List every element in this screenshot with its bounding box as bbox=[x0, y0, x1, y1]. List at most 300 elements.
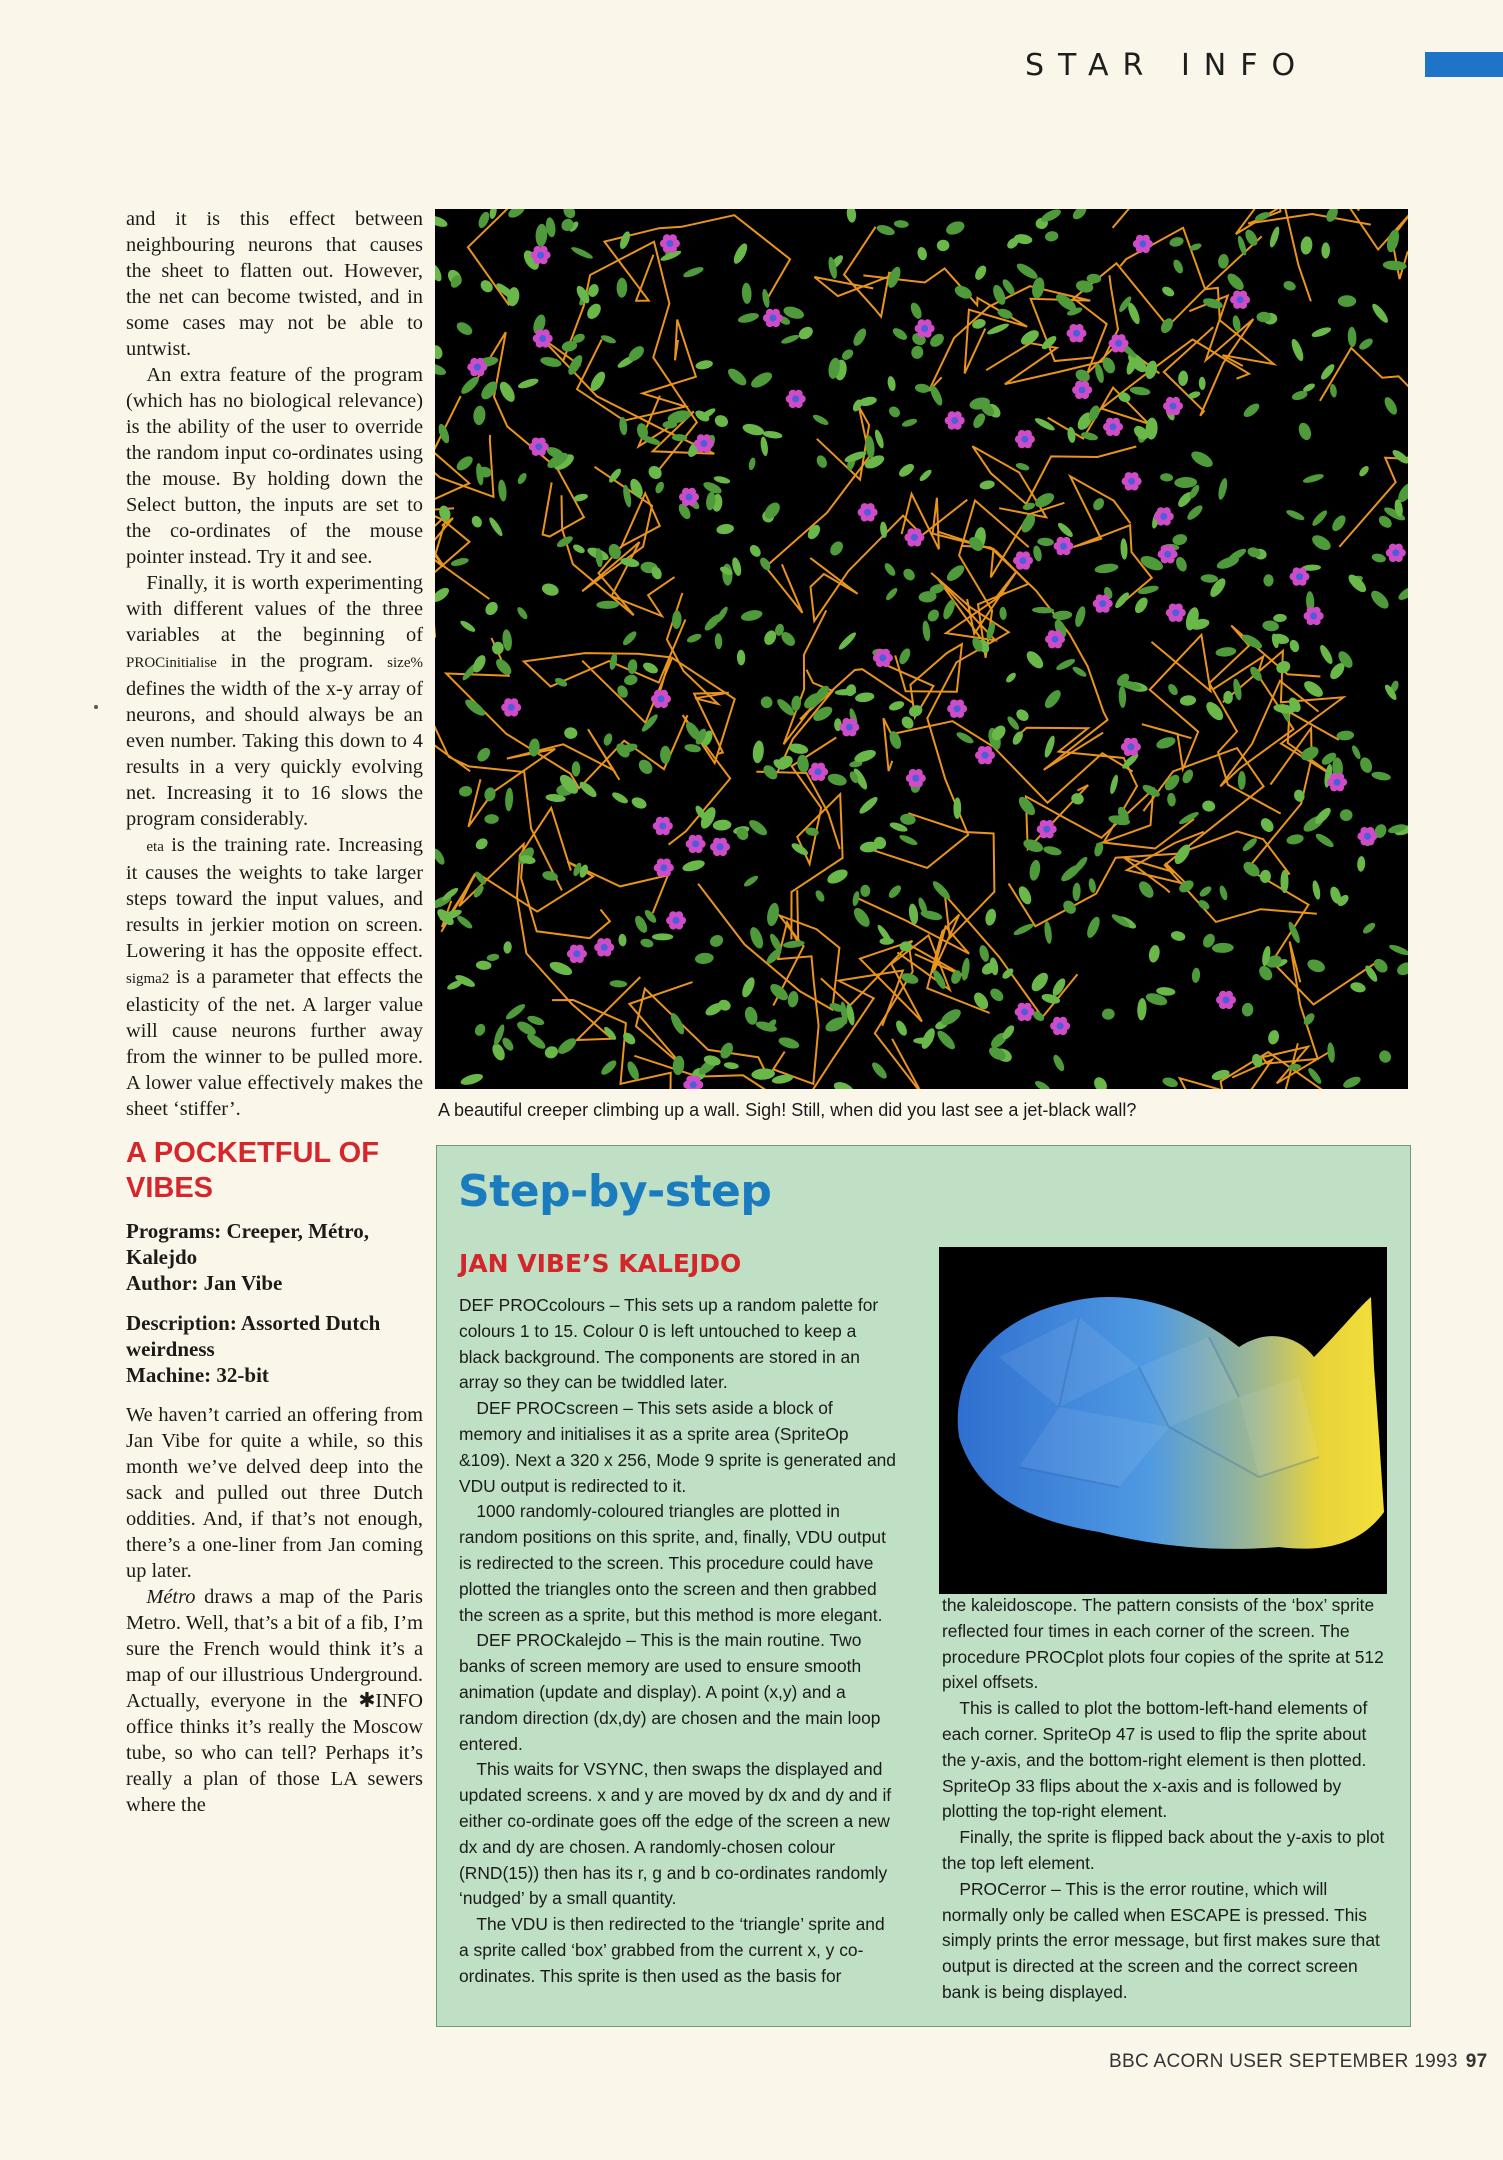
publication-info: BBC ACORN USER SEPTEMBER 1993 bbox=[1109, 2051, 1458, 2072]
leaf bbox=[762, 430, 783, 440]
leaf bbox=[1357, 856, 1366, 872]
leaf bbox=[487, 516, 504, 538]
creeper-screenshot bbox=[435, 209, 1408, 1089]
leaf bbox=[459, 1072, 484, 1087]
leaf bbox=[609, 980, 627, 988]
leaf bbox=[748, 925, 766, 950]
flower bbox=[947, 700, 967, 718]
leaf bbox=[1092, 1075, 1110, 1089]
leaf bbox=[1288, 639, 1301, 654]
vine bbox=[468, 729, 619, 827]
leaf bbox=[937, 240, 950, 252]
leaf bbox=[615, 684, 630, 700]
paragraph: and it is this effect between neighbouring neurons that causes the sheet to flatten out. However, the net can become twisted, and in some cases may not be able to untwist. bbox=[126, 208, 423, 360]
leaf bbox=[1326, 1042, 1335, 1063]
leaf bbox=[1091, 496, 1106, 512]
margin-mark bbox=[94, 705, 98, 709]
leaf bbox=[1070, 209, 1088, 222]
leaf bbox=[681, 858, 706, 873]
vine bbox=[1091, 1060, 1272, 1089]
leaf bbox=[1072, 882, 1081, 901]
programs-line: Programs: Creeper, Métro, Kalejdo bbox=[126, 1219, 369, 1269]
leaf bbox=[1179, 695, 1196, 707]
leaf bbox=[1137, 584, 1159, 596]
leaf bbox=[1268, 226, 1281, 249]
leaf bbox=[1093, 841, 1105, 857]
leaf bbox=[517, 377, 540, 391]
leaf bbox=[988, 986, 1006, 1004]
leaf bbox=[618, 230, 632, 250]
leaf bbox=[540, 581, 560, 597]
leaf bbox=[879, 521, 888, 538]
leaf bbox=[1118, 686, 1126, 708]
leaf bbox=[1070, 792, 1085, 806]
header-accent-bar bbox=[1425, 52, 1503, 77]
leaf bbox=[1171, 258, 1185, 275]
leaf bbox=[916, 246, 928, 261]
leaf bbox=[484, 814, 499, 824]
leaf bbox=[455, 914, 474, 931]
leaf bbox=[684, 743, 702, 753]
leaf bbox=[463, 697, 488, 719]
leaf bbox=[435, 214, 449, 229]
leaf bbox=[1318, 643, 1335, 665]
leaf bbox=[901, 566, 917, 582]
leaf bbox=[740, 976, 757, 999]
kalejdo-image bbox=[939, 1247, 1387, 1594]
section-header: STAR INFO bbox=[1025, 48, 1310, 83]
leaf bbox=[737, 311, 760, 324]
paragraph: eta is the training rate. Increasing it causes the weights to take larger steps toward the input values, and results in jerkier motion on screen. Lowering it has the opposite effect. sigma2 is a parameter that effects the elasticity of the net. A larger value will cause neurons further away from the winner to be pulled more. A lower value effectively makes the sheet ‘stiffer’. bbox=[126, 834, 423, 1120]
leaf bbox=[1161, 1076, 1179, 1089]
leaf bbox=[1311, 880, 1321, 901]
leaf bbox=[973, 264, 989, 282]
leaf bbox=[1396, 584, 1408, 603]
leaf bbox=[654, 480, 666, 494]
leaf bbox=[1056, 521, 1075, 539]
leaf bbox=[1241, 401, 1261, 420]
leaf bbox=[891, 326, 909, 342]
leaf bbox=[564, 727, 578, 739]
leaf bbox=[478, 278, 495, 295]
leaf bbox=[1243, 228, 1260, 248]
leaf bbox=[1240, 632, 1264, 651]
leaf bbox=[454, 453, 475, 473]
leaf bbox=[815, 454, 829, 470]
leaf bbox=[1330, 513, 1349, 533]
leaf bbox=[1132, 595, 1150, 615]
leaf bbox=[1218, 885, 1229, 901]
leaf bbox=[602, 732, 614, 747]
leaf bbox=[1042, 845, 1062, 857]
leaf bbox=[1273, 614, 1287, 623]
leaf bbox=[1028, 970, 1051, 994]
leaf bbox=[742, 874, 759, 889]
leaf bbox=[475, 745, 493, 764]
leaf bbox=[1225, 271, 1247, 293]
paragraph: We haven’t carried an offering from Jan Vibe for quite a while, so this month we’ve delved deep into the sack and pulled out three Dutch oddities. And, if that’s not enough, there’s a one-liner from Jan coming up later. bbox=[126, 1404, 423, 1582]
leaf bbox=[879, 938, 894, 945]
box-column-2 bbox=[942, 1593, 1392, 2006]
leaf bbox=[1357, 336, 1374, 352]
leaf bbox=[695, 359, 714, 371]
box-title: Step-by-step bbox=[458, 1166, 772, 1217]
flower bbox=[906, 769, 926, 787]
leaf bbox=[875, 223, 896, 237]
leaf bbox=[918, 468, 933, 483]
leaf bbox=[1198, 884, 1213, 898]
page-number: 97 bbox=[1465, 2051, 1488, 2072]
leaf bbox=[473, 405, 487, 425]
leaf bbox=[1357, 464, 1370, 478]
kalejdo-screenshot bbox=[939, 1247, 1387, 1594]
leaf bbox=[1160, 473, 1174, 482]
leaf bbox=[668, 1011, 686, 1036]
step-by-step-box bbox=[436, 1145, 1411, 2027]
leaf bbox=[1338, 295, 1356, 307]
leaf bbox=[1281, 870, 1289, 893]
leaf bbox=[1044, 230, 1059, 242]
leaf bbox=[435, 262, 444, 283]
leaf bbox=[596, 601, 619, 610]
leaf bbox=[486, 953, 500, 962]
leaf bbox=[640, 712, 660, 733]
leaf bbox=[910, 345, 924, 360]
leaf bbox=[1043, 921, 1053, 944]
flower bbox=[1015, 430, 1035, 448]
box-paragraph: The VDU is then redirected to the ‘triangle’ sprite and a sprite called ‘box’ grabbed from the current x, y co-ordinates. This sprite is then used as the basis for bbox=[459, 1914, 885, 1986]
leaf bbox=[1361, 921, 1377, 936]
leaf bbox=[884, 586, 899, 602]
leaf bbox=[483, 787, 496, 803]
leaf bbox=[600, 334, 617, 346]
leaf bbox=[714, 633, 722, 649]
leaf bbox=[504, 1002, 527, 1022]
vine bbox=[814, 227, 897, 317]
author-line: Author: Jan Vibe bbox=[126, 1271, 283, 1295]
leaf bbox=[435, 585, 451, 604]
leaf bbox=[1349, 981, 1367, 994]
vine bbox=[810, 500, 967, 621]
leaf bbox=[1137, 998, 1147, 1021]
leaf bbox=[1310, 508, 1329, 528]
leaf bbox=[1052, 610, 1073, 621]
leaf bbox=[1012, 922, 1035, 937]
vine bbox=[1142, 635, 1211, 769]
flower bbox=[1166, 604, 1186, 622]
leaf bbox=[1185, 503, 1205, 522]
leaf bbox=[620, 556, 641, 568]
flower bbox=[653, 817, 673, 835]
leaf bbox=[1191, 967, 1200, 983]
leaf bbox=[621, 629, 639, 647]
leaf bbox=[1178, 370, 1189, 386]
vine bbox=[883, 718, 1132, 803]
leaf bbox=[979, 479, 995, 490]
leaf bbox=[1382, 395, 1399, 416]
leaf bbox=[767, 981, 790, 1003]
leaf bbox=[888, 699, 906, 712]
leaf bbox=[984, 908, 998, 927]
leaf bbox=[1286, 833, 1305, 846]
leaf bbox=[506, 209, 527, 220]
leaf bbox=[623, 674, 638, 687]
leaf bbox=[764, 946, 783, 966]
leaf bbox=[765, 902, 780, 927]
leaf bbox=[459, 374, 482, 396]
leaf bbox=[796, 324, 815, 342]
leaf bbox=[1223, 691, 1233, 704]
leaf bbox=[741, 422, 765, 438]
leaf bbox=[1258, 816, 1276, 835]
leaf bbox=[1174, 477, 1197, 489]
flower bbox=[660, 234, 680, 252]
flower bbox=[763, 309, 783, 327]
box-paragraph: DEF PROCcolours – This sets up a random palette for colours 1 to 15. Colour 0 is left untouched to keep a black background. The components are stored in an array so they can be twiddled later. bbox=[459, 1295, 879, 1393]
leaf bbox=[672, 610, 682, 629]
flower bbox=[786, 390, 806, 408]
leaf bbox=[1094, 562, 1119, 574]
leaf bbox=[978, 944, 991, 963]
leaf bbox=[1285, 508, 1306, 522]
leaf bbox=[741, 282, 752, 304]
leaf bbox=[898, 833, 919, 847]
leaf bbox=[887, 404, 902, 419]
leaf bbox=[1120, 538, 1128, 560]
leaf bbox=[543, 1044, 560, 1060]
leaf bbox=[971, 411, 988, 430]
leaf bbox=[1342, 1074, 1363, 1089]
leaf bbox=[777, 1035, 800, 1050]
leaf bbox=[1051, 1053, 1066, 1073]
box-paragraph: This is called to plot the bottom-left-hand elements of each corner. SpriteOp 47 is used to flip the sprite about the y-axis, and the bottom-right element is then plotted. SpriteOp 33 flips about the x-axis and is followed by plotting the top-right element. bbox=[942, 1698, 1368, 1822]
leaf bbox=[1274, 659, 1292, 676]
leaf bbox=[694, 952, 714, 965]
leaf bbox=[1306, 957, 1327, 974]
leaf bbox=[1199, 377, 1206, 390]
leaf bbox=[852, 891, 861, 907]
leaf bbox=[1155, 735, 1177, 751]
leaf bbox=[1109, 774, 1120, 795]
flower bbox=[567, 945, 587, 963]
leaf bbox=[639, 937, 654, 948]
flower bbox=[1121, 738, 1141, 756]
leaf bbox=[1167, 793, 1177, 807]
leaf bbox=[630, 795, 648, 811]
vine bbox=[604, 215, 790, 301]
leaf bbox=[1301, 678, 1325, 700]
leaf bbox=[826, 772, 848, 788]
leaf bbox=[610, 790, 629, 805]
leaf bbox=[1395, 960, 1408, 978]
leaf bbox=[1187, 390, 1201, 400]
flower bbox=[529, 438, 549, 456]
flower bbox=[1230, 291, 1250, 309]
leaf bbox=[476, 960, 492, 970]
leaf bbox=[1324, 209, 1340, 224]
leaf bbox=[909, 301, 924, 320]
leaf bbox=[1241, 1002, 1254, 1017]
flower bbox=[651, 690, 671, 708]
flower bbox=[710, 838, 730, 856]
box-paragraph: DEF PROCscreen – This sets aside a block of memory and initialises it as a sprite area (SpriteOp &109). Next a 320 x 256, Mode 9 sprite is generated and VDU output is redirected to it. bbox=[459, 1398, 896, 1496]
flower bbox=[654, 859, 674, 877]
leaf bbox=[473, 1022, 487, 1037]
machine-line: Machine: 32-bit bbox=[126, 1363, 269, 1387]
leaf bbox=[844, 683, 858, 698]
leaf bbox=[1385, 228, 1401, 253]
leaf bbox=[561, 209, 578, 220]
leaf bbox=[572, 543, 586, 555]
subheading: A POCKETFUL OF VIBES bbox=[126, 1137, 379, 1204]
leaf bbox=[1189, 448, 1215, 470]
leaf bbox=[999, 607, 1007, 621]
leaf bbox=[1015, 462, 1030, 472]
leaf bbox=[572, 761, 581, 777]
leaf bbox=[1329, 383, 1338, 397]
paragraph: Métro draws a map of the Paris Metro. Well, that’s a bit of a fib, I’m sure the French would think it’s a map of our illustrious Underground. Actually, everyone in the ✱INFO office thinks it’s really the Moscow tube, so who can tell? Perhaps it’s really a plan of those LA sewers where the bbox=[126, 1586, 423, 1816]
leaf bbox=[555, 1035, 578, 1056]
paragraph: Finally, it is worth experimenting with different values of the three variables at the beginning of PROCinitialise in the program. size% defines the width of the x-y array of neurons, and should always be an even number. Taking this down to 4 results in a very quickly evolving net. Increasing it to 16 slows the program considerably. bbox=[126, 572, 423, 830]
leaf bbox=[737, 650, 746, 666]
leaf bbox=[1166, 682, 1180, 697]
flower bbox=[1163, 397, 1183, 415]
leaf bbox=[863, 453, 886, 471]
leaf bbox=[497, 379, 518, 404]
leaf bbox=[1296, 421, 1313, 442]
leaf bbox=[1073, 605, 1087, 628]
leaf bbox=[901, 417, 918, 428]
leaf bbox=[748, 457, 757, 471]
leaf bbox=[454, 320, 474, 338]
leaf bbox=[1043, 735, 1057, 759]
leaf bbox=[787, 990, 800, 1008]
leaf bbox=[749, 369, 775, 390]
flower bbox=[1357, 827, 1377, 845]
vine bbox=[577, 320, 696, 421]
flower bbox=[1216, 991, 1236, 1009]
box-column-1 bbox=[459, 1293, 897, 1990]
leaf bbox=[1238, 771, 1246, 790]
leaf bbox=[1310, 532, 1334, 553]
leaf bbox=[618, 933, 627, 946]
leaf bbox=[897, 461, 916, 479]
leaf bbox=[584, 301, 603, 321]
leaf bbox=[1050, 976, 1068, 997]
leaf bbox=[960, 957, 971, 981]
leaf bbox=[1390, 448, 1408, 466]
leaf bbox=[435, 343, 445, 360]
leaf bbox=[470, 514, 484, 529]
leaf bbox=[1232, 678, 1243, 701]
program-meta-2 bbox=[126, 1310, 423, 1388]
leaf bbox=[897, 647, 913, 666]
leaf bbox=[780, 333, 800, 345]
leaf bbox=[718, 1041, 736, 1061]
leaf bbox=[1160, 285, 1176, 299]
description-line: Description: Assorted Dutch weirdness bbox=[126, 1311, 381, 1361]
leaf bbox=[1217, 477, 1229, 500]
leaf bbox=[894, 1019, 909, 1038]
leaf bbox=[723, 1061, 739, 1069]
leaf bbox=[860, 885, 870, 897]
leaf bbox=[1033, 1079, 1051, 1089]
leaf bbox=[1147, 944, 1161, 963]
leaf bbox=[1306, 1066, 1323, 1085]
box-paragraph: DEF PROCkalejdo – This is the main routine. Two banks of screen memory are used to ensure smooth animation (update and display). A point (x,y) and a random direction (dx,dy) are chosen and the main loop entered. bbox=[459, 1630, 881, 1754]
leaf bbox=[475, 463, 484, 486]
flower bbox=[686, 835, 706, 853]
leaf bbox=[1080, 431, 1099, 442]
leaf bbox=[814, 889, 827, 903]
flower bbox=[1013, 551, 1033, 569]
leaf bbox=[1215, 646, 1237, 657]
leaf bbox=[857, 795, 880, 816]
leaf bbox=[944, 219, 966, 237]
flower bbox=[1015, 1003, 1035, 1021]
leaf bbox=[1388, 943, 1408, 957]
leaf bbox=[1071, 855, 1090, 875]
leaf bbox=[887, 883, 904, 900]
flower bbox=[1054, 537, 1074, 555]
leaf bbox=[716, 523, 735, 535]
leaf bbox=[1015, 261, 1040, 282]
leaf bbox=[925, 607, 941, 623]
leaf bbox=[752, 740, 765, 764]
leaf bbox=[686, 632, 703, 644]
box-paragraph: This waits for VSYNC, then swaps the displayed and updated screens. x and y are moved by dx and dy and if either co-ordinate goes off the edge of the screen a new dx and dy are chosen. A randomly-chosen colour (RND(15)) then has its r, g and b co-ordinates randomly ‘nudged’ by a small quantity. bbox=[459, 1759, 892, 1909]
leaf bbox=[1032, 607, 1054, 614]
leaf bbox=[1340, 809, 1353, 821]
leaf bbox=[1358, 756, 1374, 775]
leaf bbox=[660, 746, 671, 764]
leaf bbox=[1267, 1029, 1281, 1046]
flower bbox=[1122, 472, 1142, 490]
flower bbox=[975, 746, 995, 764]
leaf bbox=[1136, 879, 1156, 901]
flower bbox=[1304, 607, 1324, 625]
flower bbox=[1067, 324, 1087, 342]
leaf bbox=[1377, 1048, 1394, 1065]
leaf bbox=[783, 939, 805, 949]
leaf bbox=[751, 1068, 775, 1081]
vine bbox=[1236, 209, 1311, 301]
leaf bbox=[483, 599, 500, 617]
leaf bbox=[516, 471, 528, 485]
leaf bbox=[1032, 545, 1043, 563]
leaf bbox=[1346, 572, 1369, 595]
leaf bbox=[758, 694, 775, 711]
leaf bbox=[625, 1060, 641, 1082]
leaf bbox=[922, 620, 932, 642]
leaf bbox=[825, 867, 850, 887]
leaf bbox=[715, 605, 730, 624]
box-subtitle: JAN VIBE’S KALEJDO bbox=[459, 1249, 742, 1278]
leaf bbox=[870, 1060, 890, 1081]
leaf bbox=[1088, 878, 1097, 894]
leaf bbox=[986, 322, 1010, 337]
leaf bbox=[873, 429, 885, 450]
box-paragraph: the kaleidoscope. The pattern consists of the ‘box’ sprite reflected four times in each corner of the screen. The procedure PROCplot plots four copies of the sprite at 512 pixel offsets. bbox=[942, 1595, 1384, 1693]
vine bbox=[1026, 785, 1153, 849]
leaf bbox=[1371, 552, 1387, 563]
leaf bbox=[1037, 537, 1054, 546]
leaf bbox=[887, 375, 897, 391]
flower bbox=[904, 528, 924, 546]
leaf bbox=[503, 941, 512, 954]
creeper-image bbox=[435, 209, 1408, 1089]
leaf bbox=[505, 787, 514, 811]
